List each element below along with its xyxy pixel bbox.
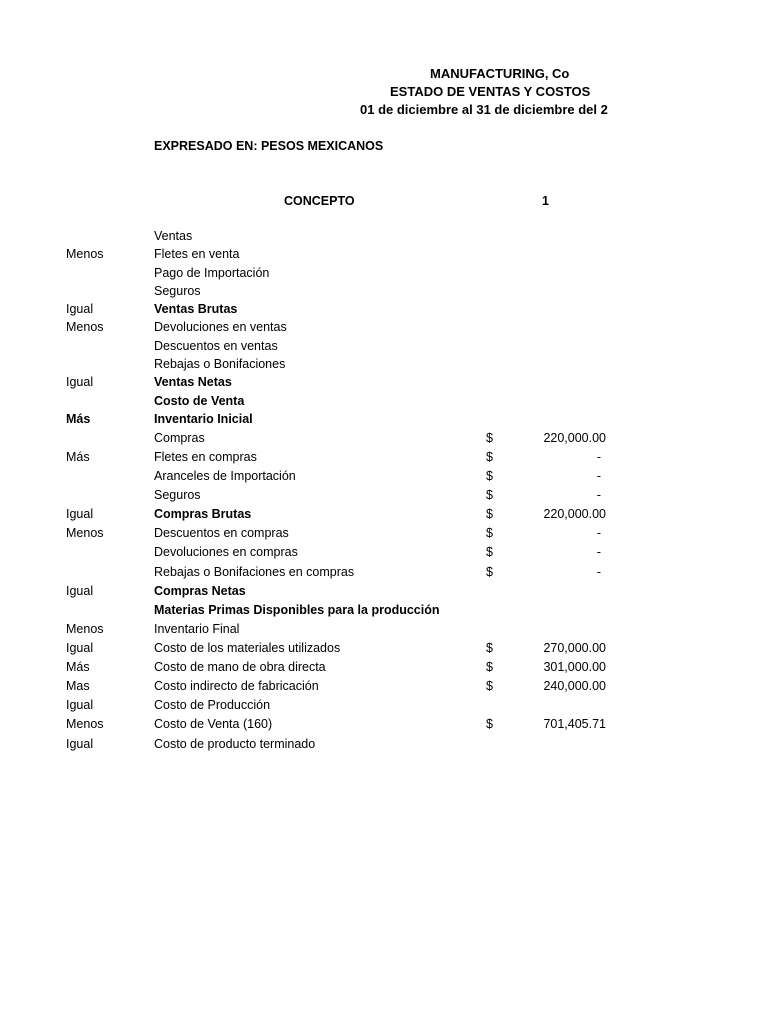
row-label: Compras Brutas bbox=[154, 507, 252, 521]
table-row bbox=[0, 737, 768, 756]
table-row bbox=[0, 375, 768, 394]
row-currency-symbol: $ bbox=[486, 717, 493, 731]
row-operator: Igual bbox=[66, 641, 94, 655]
header-block bbox=[0, 0, 614, 130]
row-label: Ventas Brutas bbox=[154, 302, 238, 316]
row-label: Fletes en venta bbox=[154, 247, 240, 261]
row-operator: Más bbox=[66, 450, 90, 464]
table-row bbox=[0, 431, 768, 450]
row-currency-symbol: $ bbox=[486, 431, 493, 445]
period-title: 01 de diciembre al 31 de diciembre del 2 bbox=[360, 102, 608, 117]
row-label: Pago de Importación bbox=[154, 266, 270, 280]
row-label: Devoluciones en ventas bbox=[154, 320, 287, 334]
table-row bbox=[0, 284, 768, 303]
row-amount: - bbox=[596, 545, 601, 559]
table-row bbox=[0, 641, 768, 660]
row-amount: 240,000.00 bbox=[543, 679, 606, 693]
table-row bbox=[0, 247, 768, 266]
row-label: Costo de Venta bbox=[154, 394, 245, 408]
row-label: Costo de Venta (160) bbox=[154, 717, 273, 731]
row-label: Compras bbox=[154, 431, 205, 445]
row-operator: Igual bbox=[66, 737, 94, 751]
row-currency-symbol: $ bbox=[486, 526, 493, 540]
row-amount: - bbox=[596, 526, 601, 540]
row-label: Costo de mano de obra directa bbox=[154, 660, 326, 674]
row-currency-symbol: $ bbox=[486, 507, 493, 521]
row-label: Fletes en compras bbox=[154, 450, 257, 464]
row-label: Ventas Netas bbox=[154, 375, 232, 389]
row-operator: Igual bbox=[66, 507, 94, 521]
row-label: Rebajas o Bonifaciones en compras bbox=[154, 565, 355, 579]
company-title: MANUFACTURING, Co bbox=[430, 66, 570, 81]
row-label: Seguros bbox=[154, 488, 201, 502]
row-operator: Menos bbox=[66, 622, 104, 636]
row-label: Costo de Producción bbox=[154, 698, 271, 712]
row-label: Seguros bbox=[154, 284, 201, 298]
row-amount: - bbox=[596, 565, 601, 579]
row-label: Descuentos en ventas bbox=[154, 339, 278, 353]
statement-title: ESTADO DE VENTAS Y COSTOS bbox=[390, 84, 591, 99]
row-label: Devoluciones en compras bbox=[154, 545, 298, 559]
table-row bbox=[0, 565, 768, 584]
row-operator: Menos bbox=[66, 320, 104, 334]
row-operator: Menos bbox=[66, 247, 104, 261]
row-label: Compras Netas bbox=[154, 584, 246, 598]
table-row bbox=[0, 394, 768, 413]
table-row bbox=[0, 320, 768, 339]
row-label: Costo de producto terminado bbox=[154, 737, 316, 751]
row-label: Inventario Inicial bbox=[154, 412, 253, 426]
row-currency-symbol: $ bbox=[486, 641, 493, 655]
row-operator: Más bbox=[66, 412, 91, 426]
row-amount: - bbox=[596, 488, 601, 502]
row-operator: Igual bbox=[66, 584, 94, 598]
row-label: Rebajas o Bonifaciones bbox=[154, 357, 286, 371]
row-operator: Menos bbox=[66, 717, 104, 731]
table-row bbox=[0, 266, 768, 285]
row-currency-symbol: $ bbox=[486, 488, 493, 502]
table-row bbox=[0, 302, 768, 321]
row-operator: Mas bbox=[66, 679, 90, 693]
table-row bbox=[0, 469, 768, 488]
row-currency-symbol: $ bbox=[486, 660, 493, 674]
row-label: Costo de los materiales utilizados bbox=[154, 641, 341, 655]
row-currency-symbol: $ bbox=[486, 469, 493, 483]
row-operator: Igual bbox=[66, 375, 94, 389]
row-currency-symbol: $ bbox=[486, 565, 493, 579]
table-row bbox=[0, 526, 768, 545]
row-amount: 301,000.00 bbox=[543, 660, 606, 674]
row-operator: Igual bbox=[66, 302, 94, 316]
table-row bbox=[0, 507, 768, 526]
row-amount: 701,405.71 bbox=[543, 717, 606, 731]
row-label: Materias Primas Disponibles para la producción bbox=[154, 603, 440, 617]
currency-note: EXPRESADO EN: PESOS MEXICANOS bbox=[154, 139, 384, 153]
table-row bbox=[0, 229, 768, 248]
table-row bbox=[0, 698, 768, 717]
table-row bbox=[0, 357, 768, 376]
row-amount: - bbox=[596, 469, 601, 483]
row-currency-symbol: $ bbox=[486, 679, 493, 693]
row-currency-symbol: $ bbox=[486, 545, 493, 559]
table-row bbox=[0, 679, 768, 698]
row-label: Ventas bbox=[154, 229, 193, 243]
table-row bbox=[0, 412, 768, 431]
row-operator: Más bbox=[66, 660, 90, 674]
row-operator: Menos bbox=[66, 526, 104, 540]
row-operator: Igual bbox=[66, 698, 94, 712]
row-amount: 270,000.00 bbox=[543, 641, 606, 655]
table-row bbox=[0, 584, 768, 603]
table-row bbox=[0, 450, 768, 469]
row-label: Descuentos en compras bbox=[154, 526, 289, 540]
row-amount: 220,000.00 bbox=[543, 507, 606, 521]
row-label: Inventario Final bbox=[154, 622, 240, 636]
row-amount: - bbox=[596, 450, 601, 464]
table-row bbox=[0, 622, 768, 641]
row-amount: 220,000.00 bbox=[543, 431, 606, 445]
table-row bbox=[0, 603, 768, 622]
row-label: Costo indirecto de fabricación bbox=[154, 679, 319, 693]
table-row bbox=[0, 488, 768, 507]
row-currency-symbol: $ bbox=[486, 450, 493, 464]
table-row bbox=[0, 339, 768, 358]
row-label: Aranceles de Importación bbox=[154, 469, 296, 483]
concepto-header: CONCEPTO bbox=[284, 194, 355, 208]
table-row bbox=[0, 545, 768, 564]
table-row bbox=[0, 717, 768, 736]
period-column-header: 1 bbox=[542, 194, 549, 208]
table-row bbox=[0, 660, 768, 679]
